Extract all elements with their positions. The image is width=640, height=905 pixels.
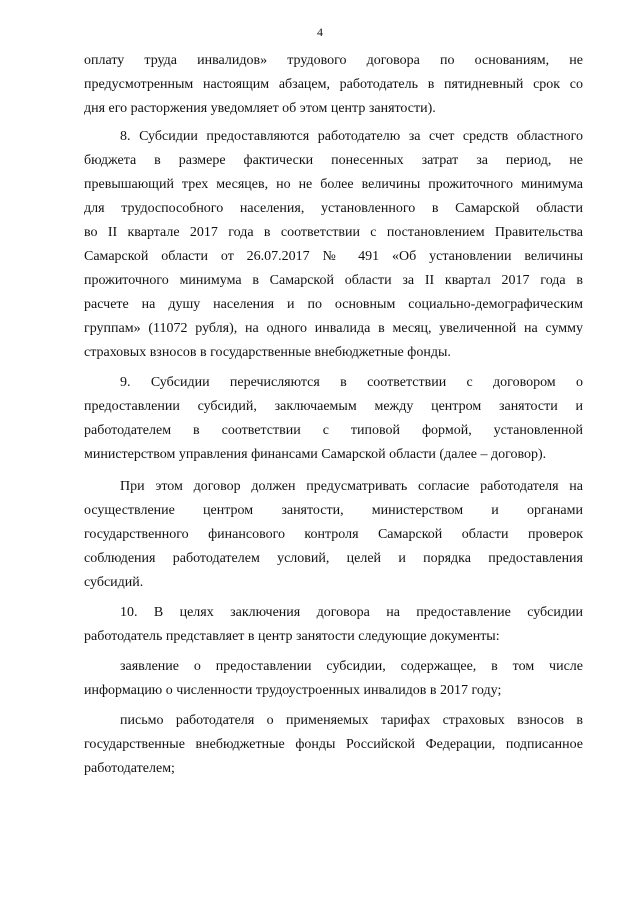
text-line: предусмотренным настоящим абзацем, работодатель в пятидневный срок со — [84, 77, 583, 92]
paragraph-employer-letter — [84, 709, 583, 781]
text-line: письмо работодателя о применяемых тарифах страховых взносов в — [120, 713, 583, 728]
text-line: 10. В целях заключения договора на предоставление субсидии — [120, 605, 583, 620]
text-line: работодателем в соответствии с типовой формой, установленной — [84, 423, 583, 438]
paragraph-application — [84, 655, 583, 703]
text-line: дня его расторжения уведомляет об этом центр занятости). — [84, 101, 436, 116]
paragraph-agreement-consent — [84, 475, 583, 595]
text-line: министерством управления финансами Самарской области (далее – договор). — [84, 447, 547, 462]
text-line: превышающий трех месяцев, но не более величины прожиточного минимума — [84, 177, 583, 192]
text-line: во II квартале 2017 года в соответствии с постановлением Правительства — [84, 225, 583, 240]
text-line: оплату труда инвалидов» трудового договора по основаниям, не — [84, 53, 583, 68]
text-line: прожиточного минимума в Самарской области за II квартал 2017 года в — [84, 273, 583, 288]
text-line: страховых взносов в государственные внебюджетные фонды. — [84, 345, 451, 360]
document-body — [84, 49, 583, 781]
text-line: бюджета в размере фактически понесенных затрат за период, не — [84, 153, 583, 168]
text-line: государственного финансового контроля Самарской области проверок — [84, 527, 583, 542]
paragraph-termination-notice — [84, 49, 583, 121]
text-line: государственные внебюджетные фонды Российской Федерации, подписанное — [84, 737, 583, 752]
paragraph-item-9 — [84, 371, 583, 467]
text-line: субсидий. — [84, 575, 144, 590]
paragraph-item-8 — [84, 125, 583, 365]
text-line: Самарской области от 26.07.2017 № 491 «Об установлении величины — [84, 249, 583, 264]
paragraph-item-10 — [84, 601, 583, 649]
text-line: осуществление центром занятости, министерством и органами — [84, 503, 583, 518]
text-line: При этом договор должен предусматривать согласие работодателя на — [120, 479, 583, 494]
text-line: работодателем; — [84, 761, 175, 776]
text-line: предоставлении субсидий, заключаемым между центром занятости и — [84, 399, 583, 414]
text-line: заявление о предоставлении субсидии, содержащее, в том числе — [120, 659, 583, 674]
text-line: группам» (11072 рубля), на одного инвалида в месяц, увеличенной на сумму — [84, 321, 583, 336]
text-line: расчете на душу населения и по основным социально-демографическим — [84, 297, 583, 312]
text-line: соблюдения работодателем условий, целей и порядка предоставления — [84, 551, 583, 566]
page-number: 4 — [317, 25, 323, 39]
text-line: информацию о численности трудоустроенных инвалидов в 2017 году; — [84, 683, 502, 698]
text-line: 8. Субсидии предоставляются работодателю за счет средств областного — [120, 129, 583, 144]
text-line: 9. Субсидии перечисляются в соответствии с договором о — [120, 375, 583, 390]
text-line: для трудоспособного населения, установленного в Самарской области — [84, 201, 583, 216]
text-line: работодатель представляет в центр занятости следующие документы: — [84, 629, 500, 644]
